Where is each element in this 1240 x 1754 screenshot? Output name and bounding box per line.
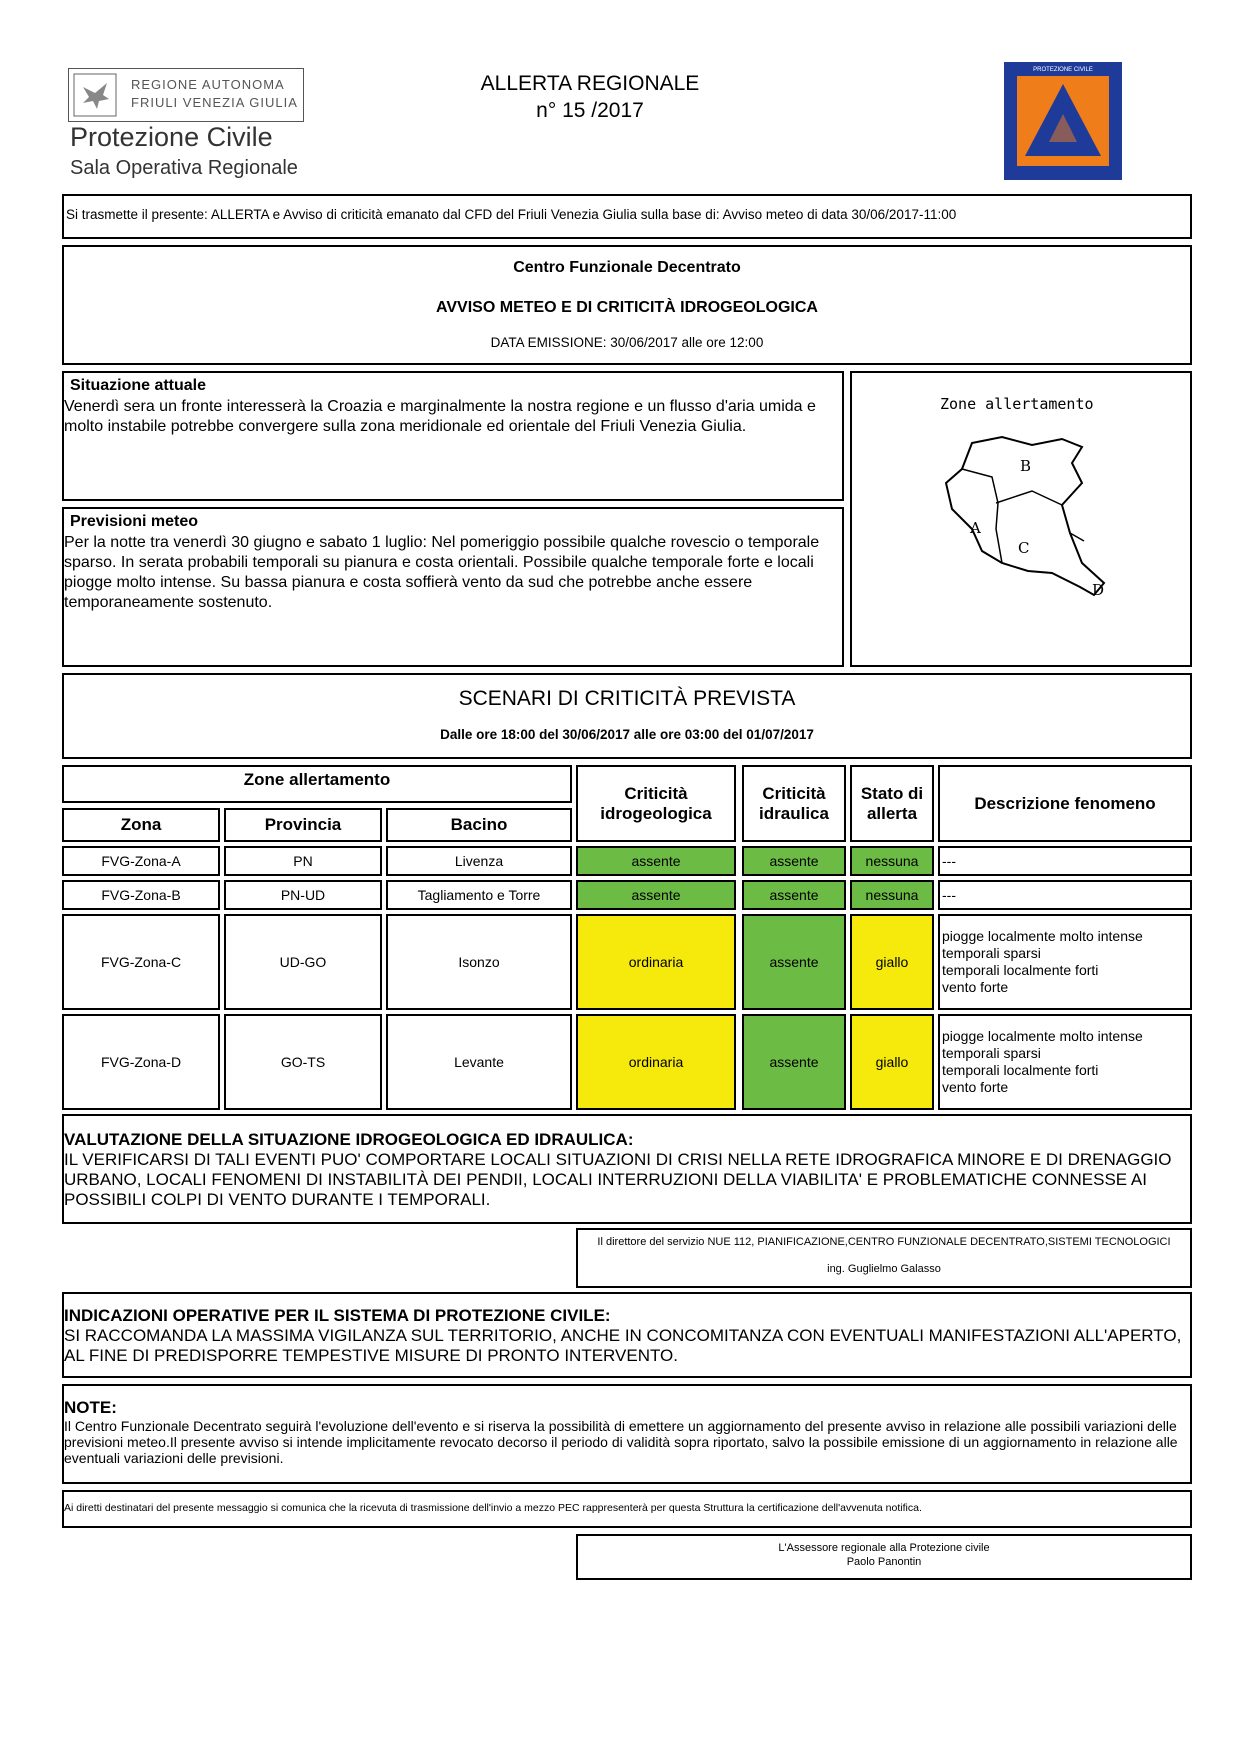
badge-text: PROTEZIONE CIVILE bbox=[1033, 67, 1093, 73]
table-cell-descrizione: --- bbox=[938, 846, 1192, 876]
scenari-period: Dalle ore 18:00 del 30/06/2017 alle ore 03:00 del 01/07/2017 bbox=[440, 727, 814, 742]
header-crit-idrogeo: Criticità idrogeologica bbox=[576, 765, 736, 842]
map-label-b: B bbox=[1020, 457, 1032, 475]
table-cell-zona: FVG-Zona-D bbox=[62, 1014, 220, 1110]
table-cell-descrizione: piogge localmente molto intense temporali sparsi temporali localmente forti vento forte bbox=[938, 914, 1192, 1010]
director-line: Il direttore del servizio NUE 112, PIANIFICAZIONE,CENTRO FUNZIONALE DECENTRATO,SISTEMI TECNOLOGICI bbox=[597, 1236, 1171, 1248]
header-provincia: Provincia bbox=[224, 808, 382, 842]
previsioni-box bbox=[62, 507, 844, 667]
valutazione-box bbox=[62, 1114, 1192, 1224]
pec-text: Ai diretti destinatari del presente messaggio si comunica che la ricevuta di trasmissione dell'invio a mezzo PEC rappresenterà per questa Struttura la certificazione dell'avvenuta notifica. bbox=[64, 1502, 922, 1514]
previsioni-text: Per la notte tra venerdì 30 giugno e sabato 1 luglio: Nel pomeriggio possibile qualche rovescio o temporale sparso. In serata probabili temporali su pianura e costa orientali. Possibile qualche temporale forte e locali piogge molto intense. Su bassa pianura e costa soffierà vento da sud che potrebbe anche essere temporaneamente sostenuto. bbox=[64, 534, 820, 611]
assessore-line: L'Assessore regionale alla Protezione civile bbox=[778, 1542, 990, 1554]
note-title: NOTE: bbox=[64, 1398, 117, 1417]
page-title: ALLERTA REGIONALE bbox=[480, 72, 700, 95]
civil-protection-badge bbox=[1004, 62, 1122, 180]
assessore-box bbox=[576, 1534, 1192, 1580]
pec-box bbox=[62, 1490, 1192, 1528]
table-cell-crit-idraulica: assente bbox=[742, 914, 846, 1010]
table-cell-crit-idraulica: assente bbox=[742, 846, 846, 876]
table-cell-crit-idrogeo: assente bbox=[576, 846, 736, 876]
table-cell-crit-idrogeo: ordinaria bbox=[576, 914, 736, 1010]
logo-sub: Sala Operativa Regionale bbox=[70, 157, 298, 179]
table-cell-provincia: GO-TS bbox=[224, 1014, 382, 1110]
map-label-a: A bbox=[970, 519, 981, 537]
valutazione-text: IL VERIFICARSI DI TALI EVENTI PUO' COMPORTARE LOCALI SITUAZIONI DI CRISI NELLA RETE IDROGRAFICA MINORE E DI DRENAGGIO URBANO, LOCALI FENOMENI DI INSTABILITÀ DEI PENDII, LOCALI INTERRUZIONI DELLA VIABILITA' E PROBLEMATICHE CONNESSE AI POSSIBILI COLPI DI VENTO DURANTE I TEMPORALI. bbox=[64, 1150, 1172, 1209]
cfd-box bbox=[62, 245, 1192, 365]
table-cell-crit-idrogeo: ordinaria bbox=[576, 1014, 736, 1110]
note-text: Il Centro Funzionale Decentrato seguirà l'evoluzione dell'evento e si riserva la possibilità di emettere un aggiornamento del presente avviso in relazione alle possibili variazioni delle previsioni meteo.Il presente avviso si intende implicitamente revocato decorso il periodo di validità sopra riportato, salvo la possibile emissione di un aggiornamento in relazione alle eventuali variazioni delle previsioni. bbox=[64, 1418, 1178, 1466]
scenari-box bbox=[62, 673, 1192, 759]
cfd-subtitle: AVVISO METEO E DI CRITICITÀ IDROGEOLOGICA bbox=[436, 299, 818, 316]
zone-group-header: Zone allertamento bbox=[62, 765, 572, 803]
eagle-icon bbox=[73, 73, 117, 117]
region-logo bbox=[68, 68, 304, 122]
table-cell-zona: FVG-Zona-C bbox=[62, 914, 220, 1010]
map-label-d: D bbox=[1092, 581, 1105, 599]
header-bacino: Bacino bbox=[386, 808, 572, 842]
alert-number: n° 15 /2017 bbox=[536, 99, 644, 122]
indicazioni-text: SI RACCOMANDA LA MASSIMA VIGILANZA SUL TERRITORIO, ANCHE IN CONCOMITANZA CON EVENTUALI MANIFESTAZIONI ALL'APERTO, AL FINE DI PREDISPORRE TEMPESTIVE MISURE DI PRONTO INTERVENTO. bbox=[64, 1326, 1182, 1365]
director-box bbox=[576, 1228, 1192, 1288]
badge-emblem-icon bbox=[1017, 76, 1109, 166]
valutazione-title: VALUTAZIONE DELLA SITUAZIONE IDROGEOLOGICA ED IDRAULICA: bbox=[64, 1130, 634, 1149]
table-cell-bacino: Levante bbox=[386, 1014, 572, 1110]
table-cell-provincia: PN-UD bbox=[224, 880, 382, 910]
situazione-title: Situazione attuale bbox=[70, 377, 207, 394]
situazione-text: Venerdì sera un fronte interesserà la Croazia e marginalmente la nostra regione e un flusso d'aria umida e molto instabile potrebbe convergere sulla zona meridionale ed orientale del Friuli Venezia Giulia. bbox=[64, 398, 816, 435]
map-label-c: C bbox=[1018, 539, 1030, 557]
cfd-emission: DATA EMISSIONE: 30/06/2017 alle ore 12:00 bbox=[490, 335, 764, 350]
header-descrizione: Descrizione fenomeno bbox=[938, 765, 1192, 842]
table-cell-crit-idraulica: assente bbox=[742, 880, 846, 910]
table-cell-bacino: Livenza bbox=[386, 846, 572, 876]
table-cell-zona: FVG-Zona-B bbox=[62, 880, 220, 910]
table-cell-crit-idrogeo: assente bbox=[576, 880, 736, 910]
indicazioni-box bbox=[62, 1292, 1192, 1378]
table-cell-stato: nessuna bbox=[850, 880, 934, 910]
indicazioni-title: INDICAZIONI OPERATIVE PER IL SISTEMA DI PROTEZIONE CIVILE: bbox=[64, 1306, 611, 1325]
assessore-name: Paolo Panontin bbox=[846, 1556, 922, 1568]
cfd-title: Centro Funzionale Decentrato bbox=[513, 259, 741, 276]
transmission-box bbox=[62, 194, 1192, 239]
scenari-title: SCENARI DI CRITICITÀ PREVISTA bbox=[458, 687, 796, 710]
table-cell-zona: FVG-Zona-A bbox=[62, 846, 220, 876]
map-title: Zone allertamento bbox=[940, 395, 1094, 413]
table-cell-bacino: Tagliamento e Torre bbox=[386, 880, 572, 910]
table-cell-crit-idraulica: assente bbox=[742, 1014, 846, 1110]
logo-region-line1: REGIONE AUTONOMA bbox=[131, 77, 285, 92]
table-cell-bacino: Isonzo bbox=[386, 914, 572, 1010]
situazione-box bbox=[62, 371, 844, 501]
header-stato: Stato di allerta bbox=[850, 765, 934, 842]
table-cell-stato: giallo bbox=[850, 1014, 934, 1110]
header-crit-idraulica: Criticità idraulica bbox=[742, 765, 846, 842]
logo-name: Protezione Civile bbox=[70, 122, 273, 152]
director-name: ing. Guglielmo Galasso bbox=[827, 1263, 941, 1275]
table-cell-descrizione: piogge localmente molto intense temporali sparsi temporali localmente forti vento forte bbox=[938, 1014, 1192, 1110]
header-zona: Zona bbox=[62, 808, 220, 842]
table-cell-provincia: UD-GO bbox=[224, 914, 382, 1010]
previsioni-title: Previsioni meteo bbox=[70, 513, 199, 530]
table-cell-stato: nessuna bbox=[850, 846, 934, 876]
note-box bbox=[62, 1384, 1192, 1484]
table-cell-descrizione: --- bbox=[938, 880, 1192, 910]
table-cell-provincia: PN bbox=[224, 846, 382, 876]
map-box bbox=[850, 371, 1192, 667]
transmission-text: Si trasmette il presente: ALLERTA e Avviso di criticità emanato dal CFD del Friuli Venezia Giulia sulla base di: Avviso meteo di data 30/06/2017-11:00 bbox=[66, 207, 957, 222]
logo-region-line2: FRIULI VENEZIA GIULIA bbox=[131, 95, 298, 110]
table-cell-stato: giallo bbox=[850, 914, 934, 1010]
